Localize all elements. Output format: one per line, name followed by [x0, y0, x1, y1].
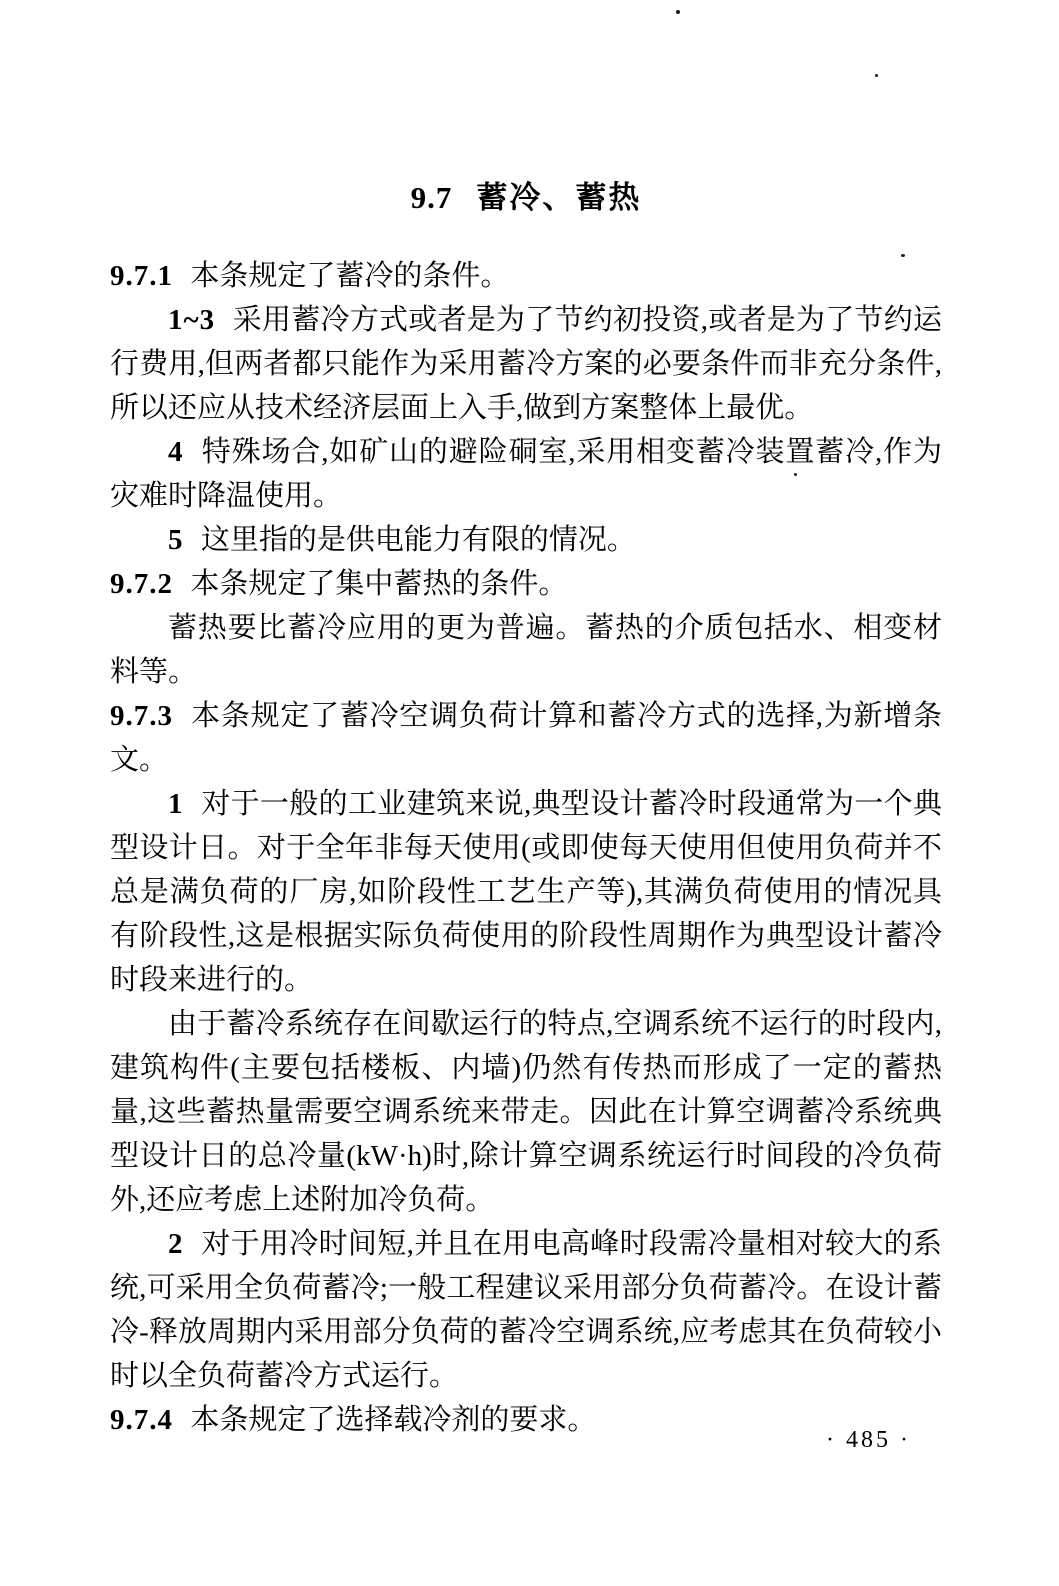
paragraph	[110, 1002, 942, 1222]
clause-9-7-2	[110, 562, 942, 606]
clause-9-7-1	[110, 254, 942, 298]
clause-text: 本条规定了选择载冷剂的要求。	[190, 1404, 597, 1436]
clause-text: 本条规定了蓄冷空调负荷计算和蓄冷方式的选择,为新增条文。	[110, 700, 942, 776]
clause-label: 9.7.2	[110, 568, 173, 600]
clause-text: 本条规定了蓄冷的条件。	[190, 260, 510, 292]
clause-label: 9.7.3	[110, 700, 173, 732]
scan-speck	[676, 10, 680, 14]
paragraph-text: 由于蓄冷系统存在间歇运行的特点,空调系统不运行的时段内,建筑构件(主要包括楼板、内墙)仍然有传热而形成了一定的蓄热量,这些蓄热量需要空调系统来带走。因此在计算空调蓄冷系统典型设计日的总冷量(kW·h)时,除计算空调系统运行时间段的冷负荷外,还应考虑上述附加冷负荷。	[110, 1008, 942, 1216]
section-title	[110, 181, 942, 215]
item-text: 采用蓄冷方式或者是为了节约初投资,或者是为了节约运行费用,但两者都只能作为采用蓄冷方案的必要条件而非充分条件,所以还应从技术经济层面上入手,做到方案整体上最优。	[110, 304, 942, 424]
item-text: 这里指的是供电能力有限的情况。	[200, 524, 636, 556]
item-label: 1~3	[168, 304, 216, 336]
paragraph	[110, 606, 942, 694]
item-label: 4	[168, 436, 184, 468]
item-1-3	[110, 298, 942, 430]
clause-label: 9.7.4	[110, 1404, 173, 1436]
item-label: 2	[168, 1228, 184, 1260]
section-title-text: 蓄冷、蓄热	[476, 180, 642, 215]
item-label: 1	[168, 788, 184, 820]
clause-9-7-3	[110, 694, 942, 782]
item-4	[110, 430, 942, 518]
item-text: 特殊场合,如矿山的避险硐室,采用相变蓄冷装置蓄冷,作为灾难时降温使用。	[110, 436, 942, 512]
item-text: 对于一般的工业建筑来说,典型设计蓄冷时段通常为一个典型设计日。对于全年非每天使用(或即使每天使用但使用负荷并不总是满负荷的厂房,如阶段性工艺生产等),其满负荷使用的情况具有阶段性,这是根据实际负荷使用的阶段性周期作为典型设计蓄冷时段来进行的。	[110, 788, 942, 996]
scan-speck	[875, 74, 878, 77]
clause-label: 9.7.1	[110, 260, 173, 292]
page-content	[110, 181, 942, 1442]
page-number: · 485 ·	[826, 1427, 911, 1453]
clause-9-7-4	[110, 1398, 942, 1442]
item-label: 5	[168, 524, 184, 556]
item-5	[110, 518, 942, 562]
item-2	[110, 1222, 942, 1398]
item-1	[110, 782, 942, 1002]
item-text: 对于用冷时间短,并且在用电高峰时段需冷量相对较大的系统,可采用全负荷蓄冷;一般工程建议采用部分负荷蓄冷。在设计蓄冷-释放周期内采用部分负荷的蓄冷空调系统,应考虑其在负荷较小时以全负荷蓄冷方式运行。	[110, 1228, 942, 1392]
clause-text: 本条规定了集中蓄热的条件。	[190, 568, 568, 600]
section-number: 9.7	[410, 180, 453, 215]
paragraph-text: 蓄热要比蓄冷应用的更为普遍。蓄热的介质包括水、相变材料等。	[110, 612, 942, 688]
